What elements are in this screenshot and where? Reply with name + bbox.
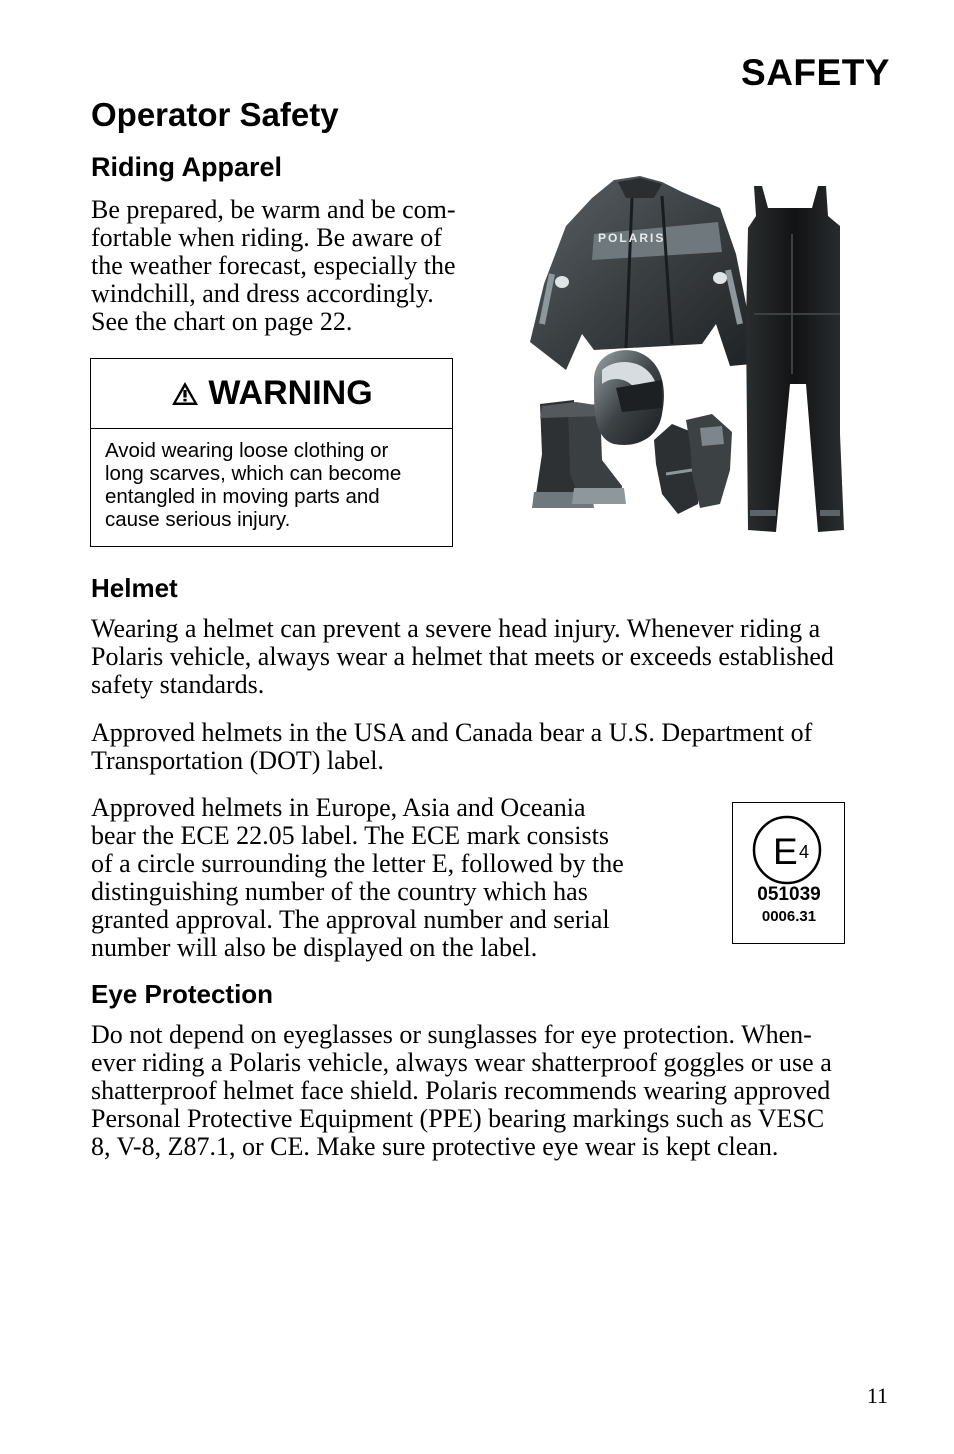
text-line: Transportation (DOT) label. bbox=[91, 746, 384, 775]
text-line: granted approval. The approval number and serial bbox=[91, 905, 610, 934]
brand-logo: POLARIS bbox=[598, 231, 666, 245]
text-line: Avoid wearing loose clothing or bbox=[105, 439, 389, 462]
warning-message bbox=[91, 429, 452, 541]
section-title: SAFETY bbox=[741, 52, 890, 93]
ece-serial-number: 0006.31 bbox=[761, 908, 817, 925]
text-line: of a circle surrounding the letter E, followed by the bbox=[91, 849, 624, 878]
riding-apparel-text bbox=[91, 196, 456, 336]
warning-triangle-icon bbox=[170, 380, 200, 407]
ece-country-number: 4 bbox=[799, 842, 810, 862]
helmet-paragraph-2 bbox=[91, 719, 812, 775]
jacket-illustration bbox=[530, 176, 752, 370]
text-line: Personal Protective Equipment (PPE) bearing markings such as VESC bbox=[91, 1104, 825, 1133]
ece-letter: E bbox=[773, 831, 798, 872]
text-line: 8, V-8, Z87.1, or CE. Make sure protective eye wear is kept clean. bbox=[91, 1132, 779, 1161]
ece-approval-number: 051039 bbox=[757, 884, 821, 905]
text-line: See the chart on page 22. bbox=[91, 307, 353, 336]
page-title: Operator Safety bbox=[91, 96, 339, 133]
helmet-paragraph-1 bbox=[91, 615, 834, 699]
page-number: 11 bbox=[866, 1383, 888, 1408]
warning-box bbox=[90, 358, 453, 547]
text-line: cause serious injury. bbox=[105, 508, 291, 531]
text-line: number will also be displayed on the label. bbox=[91, 933, 538, 962]
text-line: fortable when riding. Be aware of bbox=[91, 223, 442, 252]
warning-title: WARNING bbox=[208, 374, 373, 412]
eye-protection-heading: Eye Protection bbox=[91, 979, 274, 1009]
text-line: Approved helmets in Europe, Asia and Oceania bbox=[91, 793, 586, 822]
text-line: Approved helmets in the USA and Canada bear a U.S. Department of bbox=[91, 718, 813, 747]
text-line: bear the ECE 22.05 label. The ECE mark consists bbox=[91, 821, 609, 850]
text-line: ever riding a Polaris vehicle, always wear shatterproof goggles or use a bbox=[91, 1048, 832, 1077]
ece-mark bbox=[733, 803, 844, 943]
riding-apparel-image bbox=[522, 174, 876, 536]
eye-protection-text bbox=[91, 1021, 832, 1161]
warning-header bbox=[91, 359, 452, 429]
text-line: entangled in moving parts and bbox=[105, 485, 380, 508]
text-line: long scarves, which can become bbox=[105, 462, 402, 485]
helmet-paragraph-3 bbox=[91, 794, 624, 962]
ece-label bbox=[732, 802, 845, 944]
text-line: Wearing a helmet can prevent a severe head injury. Whenever riding a bbox=[91, 614, 821, 643]
text-line: Do not depend on eyeglasses or sunglasses for eye protection. When- bbox=[91, 1020, 812, 1049]
helmet-illustration bbox=[594, 350, 664, 445]
text-line: distinguishing number of the country which has bbox=[91, 877, 588, 906]
helmet-heading: Helmet bbox=[91, 573, 178, 603]
text-line: Polaris vehicle, always wear a helmet that meets or exceeds established bbox=[91, 642, 834, 671]
text-line: shatterproof helmet face shield. Polaris recommends wearing approved bbox=[91, 1076, 831, 1105]
gloves-illustration bbox=[654, 414, 732, 514]
text-line: safety standards. bbox=[91, 670, 265, 699]
text-line: Be prepared, be warm and be com- bbox=[91, 195, 456, 224]
bib-pants-illustration bbox=[746, 186, 844, 532]
riding-apparel-heading: Riding Apparel bbox=[91, 152, 283, 182]
text-line: the weather forecast, especially the bbox=[91, 251, 456, 280]
text-line: windchill, and dress accordingly. bbox=[91, 279, 434, 308]
